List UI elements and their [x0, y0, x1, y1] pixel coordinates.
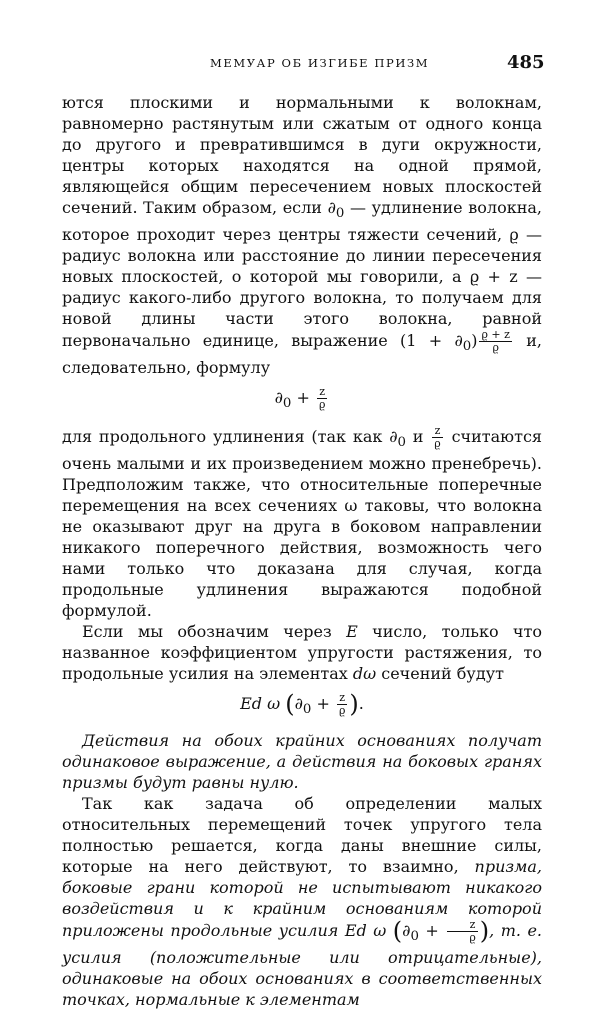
page-header [0, 52, 602, 76]
paragraph-2: для продольного удлинения (так как $\partial_0$ и $\frac{z}{ϱ}$ считаются очень малыми и их произведением можно пренебречь). Предположим также, что относительные поперечные перемещения на всех сечениях ω таковы, что волокна не оказывают друг на друга в боковом направлении никакого поперечного действия, возможность чего нами только что доказана для случая, когда продольные удлинения выражаются подобной формулой. [62, 423, 542, 620]
page-number: 485 [507, 52, 545, 73]
running-title: МЕМУАР ОБ ИЗГИБЕ ПРИЗМ [210, 56, 430, 70]
paragraph-1: ются плоскими и нормальными к волокнам, равномерно растянутым или сжатым от одного конца до другого и превратившимся в дуги окружности, центры которых находятся на одной прямой, являющейся общим пересечением новых плоскостей сечений. Таким образом, если $\partial_0$ — удлинение волокна, которое проходит через центры тяжести сечений, ϱ — радиус волокна или расстояние до линии пересечения новых плоскостей, о которой мы говорили, а ϱ + z — радиус какого-либо другого волокна, то получаем для новой длины части этого волокна, равной первоначально единице, выражение $(1 + \partial_0)$ $\frac{ϱ + z}{ϱ}$ и, следовательно, формулу [62, 93, 543, 378]
fraction-z-over-rho: $\frac{z}{ϱ}$ [434, 423, 441, 450]
formula-elongation: $\partial_0$ + $\frac{z}{ϱ}$ [274, 385, 326, 412]
paragraph-4: Действия на обоих крайних основаниях получат одинаковое выражение, а действия на боковых гранях призмы будут равны нулю. [62, 730, 542, 792]
fraction-rho-plus-z-over-rho: $\frac{ϱ + z}{ϱ}$ [481, 328, 510, 355]
body-text [62, 92, 542, 1010]
paragraph-5: Так как задача об определении малых относительных перемещений точек упругого тела полностью решается, когда даны внешние силы, которые на него действуют, то взаимно, призма, боковые грани которой не испытывают никакого воздействия и к крайним основаниям которой приложены продольные усилия Ed ω ($\partial_0$ + $\frac{z}{ϱ}$ ), т. е. усилия (положительные или отрицательные), одинаковые на обоих основаниях в соответственных точках, нормальные к элементам [62, 793, 543, 1010]
formula-longitudinal-force: Ed ω ($\partial_0$ + $\frac{z}{ϱ}$ ). [240, 689, 364, 718]
paragraph-3: Если мы обозначим через E число, только что названное коэффициентом упругости растяжения, то продольные усилия на элементах dω сечений будут [62, 621, 542, 683]
